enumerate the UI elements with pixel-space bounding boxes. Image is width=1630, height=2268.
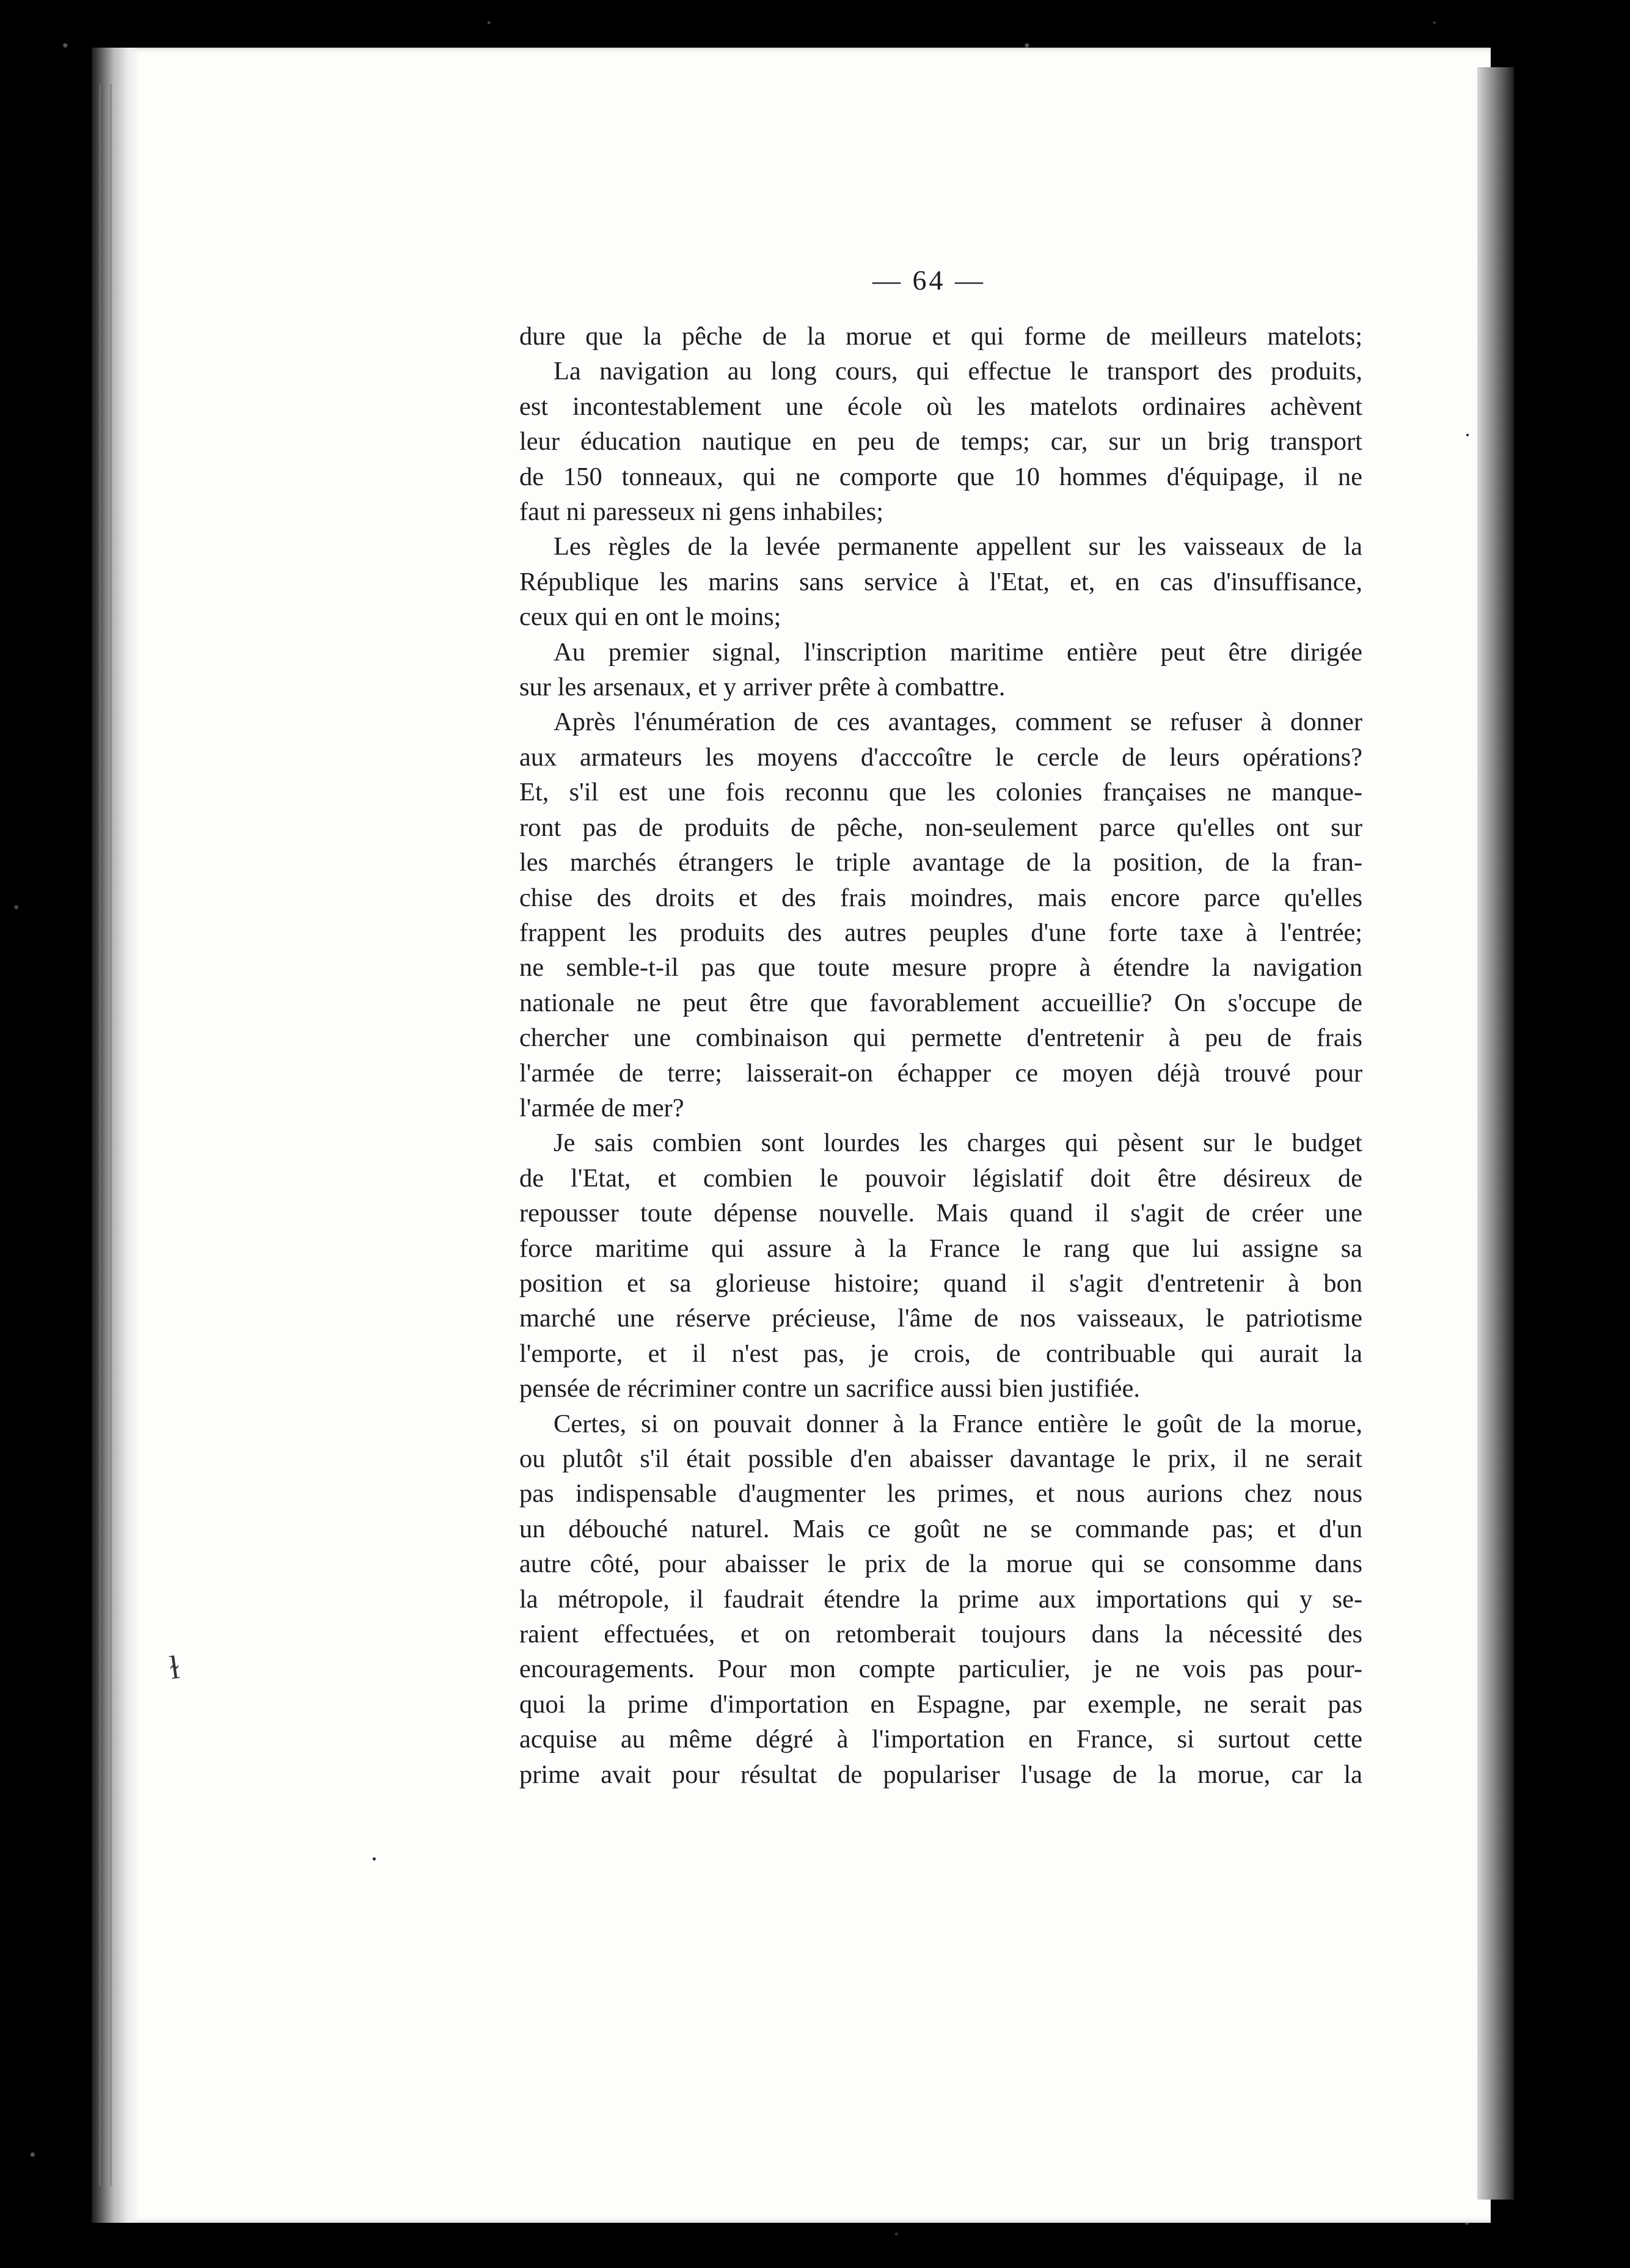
text-line: raient effectuées, et on retomberait toujours dans la nécessité des xyxy=(519,1620,1362,1649)
text-line: aux armateurs les moyens d'acccoître le cercle de leurs opérations? xyxy=(519,742,1362,772)
page-number: — 64 — xyxy=(872,265,985,296)
gutter-shadow-line xyxy=(99,84,101,2186)
page-fore-edge xyxy=(1477,67,1514,2200)
page-gutter xyxy=(92,48,141,2223)
text-line: autre côté, pour abaisser le prix de la morue qui se consomme dans xyxy=(519,1549,1362,1579)
dust-speck xyxy=(373,1857,376,1860)
text-line: leur éducation nautique en peu de temps; car, sur un brig transport xyxy=(519,427,1362,456)
text-line: pas indispensable d'augmenter les primes, et nous aurions chez nous xyxy=(519,1479,1362,1509)
text-line: force maritime qui assure à la France le rang que lui assigne sa xyxy=(519,1234,1362,1263)
text-line: Après l'énumération de ces avantages, comment se refuser à donner xyxy=(554,708,1362,737)
text-line: de l'Etat, et combien le pouvoir législatif doit être désireux de xyxy=(519,1163,1362,1193)
text-line: frappent les produits des autres peuples d'une forte taxe à l'entrée; xyxy=(519,918,1362,947)
text-line: est incontestablement une école où les matelots ordinaires achèvent xyxy=(519,392,1362,421)
text-line: faut ni paresseux ni gens inhabiles; xyxy=(519,497,884,527)
text-line: marché une réserve précieuse, l'âme de nos vaisseaux, le patriotisme xyxy=(519,1304,1362,1333)
text-line: l'armée de mer? xyxy=(519,1093,684,1122)
margin-ink-mark: ɫ xyxy=(167,1648,182,1686)
text-line: dure que la pêche de la morue et qui forme de meilleurs matelots; xyxy=(519,322,1362,351)
text-line: un débouché naturel. Mais ce goût ne se commande pas; et d'un xyxy=(519,1514,1362,1543)
text-line: acquise au même dégré à l'importation en France, si surtout cette xyxy=(519,1725,1362,1754)
text-line: sur les arsenaux, et y arriver prête à combattre. xyxy=(519,673,1006,702)
text-line: Les règles de la levée permanente appellent sur les vaisseaux de la xyxy=(554,532,1362,562)
text-line: les marchés étrangers le triple avantage de la position, de la fran- xyxy=(519,848,1362,877)
text-line: République les marins sans service à l'Etat, et, en cas d'insuffisance, xyxy=(519,567,1362,596)
text-line: quoi la prime d'importation en Espagne, par exemple, ne serait pas xyxy=(519,1689,1362,1719)
dust-speck xyxy=(1466,434,1469,436)
text-line: Je sais combien sont lourdes les charges qui pèsent sur le budget xyxy=(554,1129,1362,1158)
text-line: La navigation au long cours, qui effectue le transport des produits, xyxy=(554,357,1362,386)
text-line: ceux qui en ont le moins; xyxy=(519,602,781,632)
text-line: ne semble-t-il pas que toute mesure propre à étendre la navigation xyxy=(519,953,1362,982)
text-line: ou plutôt s'il était possible d'en abaisser davantage le prix, il ne serait xyxy=(519,1444,1362,1473)
text-line: repousser toute dépense nouvelle. Mais quand il s'agit de créer une xyxy=(519,1199,1362,1228)
text-line: ront pas de produits de pêche, non-seulement parce qu'elles ont sur xyxy=(519,813,1362,842)
gutter-shadow-line xyxy=(110,84,112,2186)
text-line: chercher une combinaison qui permette d'entretenir à peu de frais xyxy=(519,1023,1362,1053)
text-line: encouragements. Pour mon compte particulier, je ne vois pas pour- xyxy=(519,1655,1362,1684)
text-line: chise des droits et des frais moindres, mais encore parce qu'elles xyxy=(519,883,1362,912)
text-line: de 150 tonneaux, qui ne comporte que 10 hommes d'équipage, il ne xyxy=(519,462,1362,491)
text-line: pensée de récriminer contre un sacrifice aussi bien justifiée. xyxy=(519,1374,1141,1403)
text-line: prime avait pour résultat de populariser l'usage de la morue, car la xyxy=(519,1760,1362,1789)
text-line: la métropole, il faudrait étendre la prime aux importations qui y se- xyxy=(519,1584,1362,1614)
body-text xyxy=(519,319,1362,1792)
text-line: l'armée de terre; laisserait-on échapper ce moyen déjà trouvé pour xyxy=(519,1058,1362,1088)
text-line: position et sa glorieuse histoire; quand il s'agit d'entretenir à bon xyxy=(519,1268,1362,1298)
text-line: Certes, si on pouvait donner à la France entière le goût de la morue, xyxy=(554,1409,1362,1438)
text-line: nationale ne peut être que favorablement accueillie? On s'occupe de xyxy=(519,988,1362,1017)
text-line: Et, s'il est une fois reconnu que les colonies françaises ne manque- xyxy=(519,778,1362,807)
text-line: Au premier signal, l'inscription maritime entière peut être dirigée xyxy=(554,637,1362,667)
text-line: l'emporte, et il n'est pas, je crois, de contribuable qui aurait la xyxy=(519,1339,1362,1368)
